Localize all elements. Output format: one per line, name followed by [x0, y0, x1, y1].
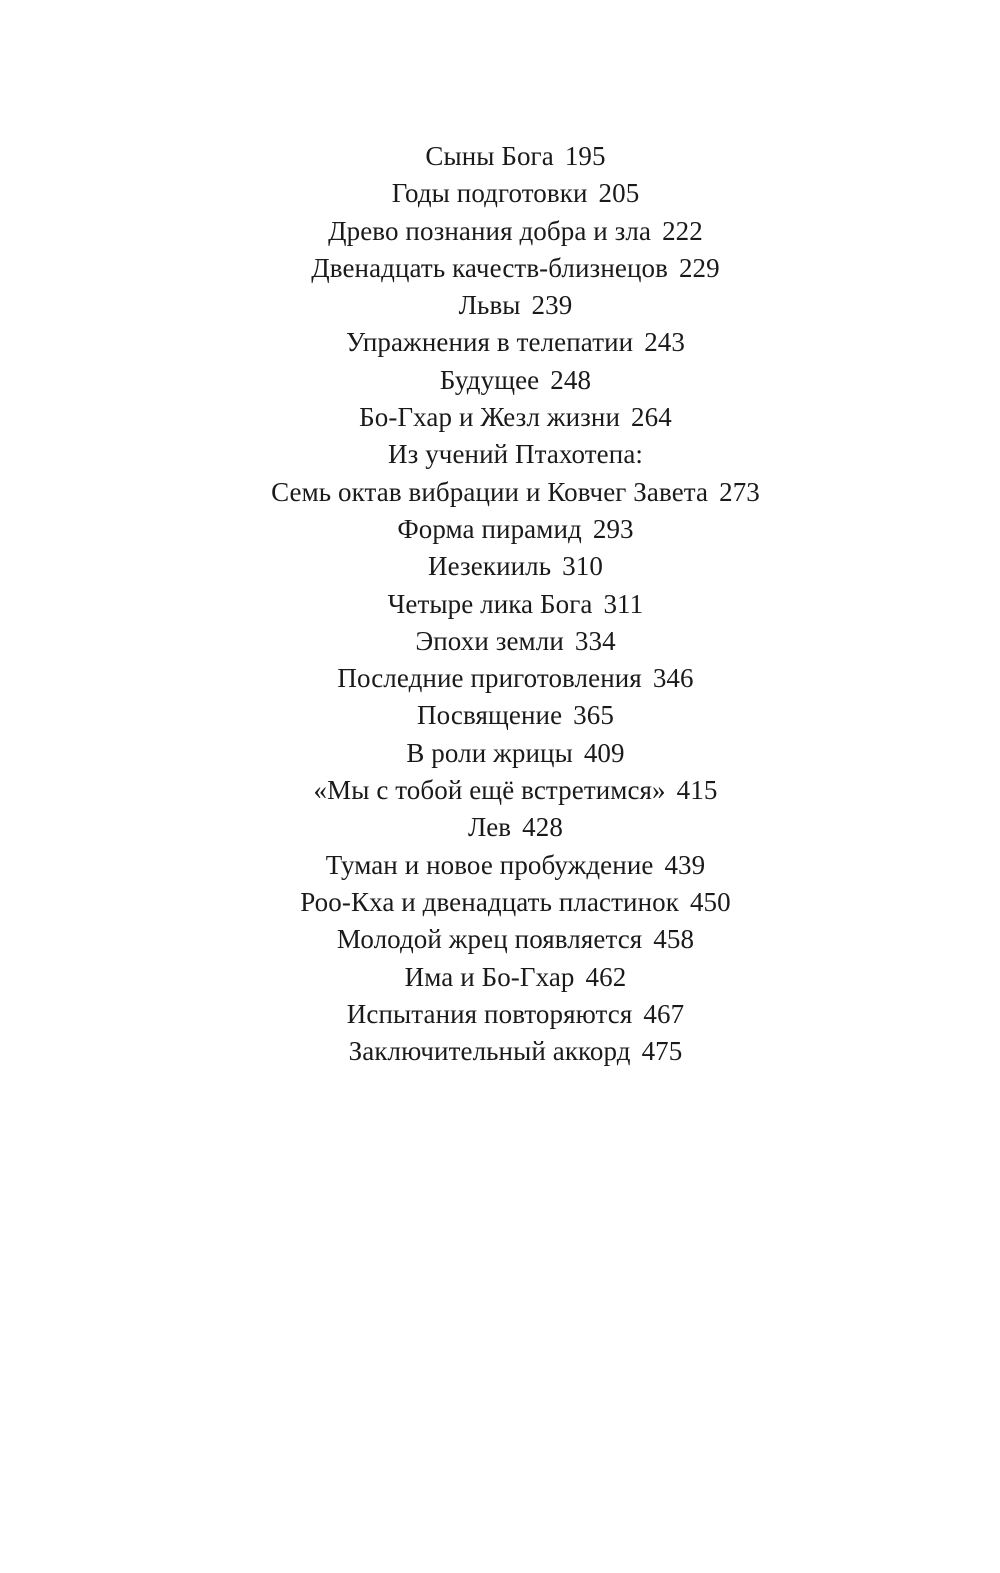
toc-entry-title: Двенадцать качеств-близнецов — [311, 252, 668, 283]
toc-entry-page-number: 195 — [564, 141, 606, 171]
toc-entry-page-number: 243 — [644, 327, 685, 358]
toc-entry-page-number: 346 — [652, 663, 694, 694]
toc-entry-title: «Мы с тобой ещё встретимся» — [313, 775, 666, 806]
toc-entry-page-number: 428 — [522, 812, 563, 843]
toc-entry-title: Заключительный аккорд — [348, 1036, 631, 1067]
toc-entry-title: Будущее — [439, 364, 540, 395]
toc-entry — [0, 623, 1000, 660]
toc-entry-title: Туман и новое пробуждение — [325, 849, 654, 880]
toc-entry-title: Сыны Бога — [425, 141, 554, 171]
toc-entry-title: Четыре лика Бога — [387, 588, 593, 619]
toc-entry — [0, 436, 1000, 473]
toc-entry-page-number: 239 — [531, 290, 573, 321]
toc-entry-title: Последние приготовления — [337, 663, 642, 694]
toc-entry-title: Годы подготовки — [391, 178, 588, 209]
toc-entry — [0, 697, 1000, 734]
toc-entry-title: В роли жрицы — [406, 737, 573, 768]
toc-entry-title: Из учений Птахотепа: — [387, 439, 644, 470]
toc-entry — [0, 996, 1000, 1033]
toc-entry-page-number: 439 — [664, 849, 706, 880]
toc-entry — [0, 586, 1000, 623]
toc-entry-title: Роо-Кха и двенадцать пластинок — [300, 886, 679, 917]
toc-entry — [0, 324, 1000, 361]
toc-entry-title: Посвящение — [417, 700, 563, 731]
toc-entry-title: Молодой жрец появляется — [336, 924, 643, 955]
toc-entry — [0, 809, 1000, 846]
toc-entry — [0, 511, 1000, 548]
toc-entry — [0, 660, 1000, 697]
toc-entry-title: Иезекииль — [428, 551, 552, 582]
toc-entry-title: Има и Бо-Гхар — [404, 961, 575, 992]
toc-entry — [0, 548, 1000, 585]
toc-entry-page-number: 334 — [574, 625, 616, 656]
toc-entry-title: Форма пирамид — [397, 513, 582, 544]
toc-entry — [0, 287, 1000, 324]
toc-entry — [0, 175, 1000, 212]
toc-entry — [0, 213, 1000, 250]
toc-entry — [0, 362, 1000, 399]
toc-entry-page-number: 229 — [678, 252, 720, 283]
table-of-contents — [0, 138, 1000, 1070]
toc-entry-title: Эпохи земли — [415, 625, 564, 656]
toc-entry-page-number: 450 — [689, 886, 731, 917]
toc-entry-page-number: 310 — [562, 551, 603, 582]
toc-entry-page-number: 458 — [653, 924, 695, 955]
toc-entry — [0, 138, 1000, 175]
toc-entry-title: Испытания повторяются — [346, 998, 633, 1029]
toc-entry-page-number: 415 — [676, 775, 718, 806]
toc-entry-page-number: 462 — [585, 961, 627, 992]
toc-entry-page-number: 293 — [592, 513, 634, 544]
toc-entry — [0, 921, 1000, 958]
toc-entry-page-number: 222 — [662, 215, 703, 246]
toc-entry-page-number: 311 — [603, 588, 644, 619]
toc-entry-title: Лев — [468, 812, 512, 843]
toc-entry — [0, 735, 1000, 772]
toc-entry — [0, 847, 1000, 884]
toc-entry — [0, 772, 1000, 809]
toc-entry — [0, 884, 1000, 921]
toc-entry-page-number: 475 — [641, 1036, 683, 1067]
toc-entry — [0, 399, 1000, 436]
toc-entry-page-number: 205 — [598, 178, 640, 209]
toc-entry — [0, 959, 1000, 996]
toc-entry-title: Львы — [458, 290, 521, 321]
toc-entry-page-number: 467 — [643, 998, 685, 1029]
toc-entry-page-number: 365 — [573, 700, 614, 731]
toc-entry-page-number: 409 — [583, 737, 625, 768]
toc-entry-title: Древо познания добра и зла — [328, 215, 652, 246]
toc-entry-page-number: 248 — [550, 364, 592, 395]
toc-entry — [0, 1033, 1000, 1070]
toc-entry-page-number: 264 — [631, 402, 672, 433]
toc-entry — [0, 474, 1000, 511]
toc-entry-page-number: 273 — [719, 476, 760, 507]
toc-entry-title: Бо-Гхар и Жезл жизни — [359, 402, 621, 433]
toc-entry-title: Семь октав вибрации и Ковчег Завета — [271, 476, 709, 507]
toc-entry — [0, 250, 1000, 287]
toc-entry-title: Упражнения в телепатии — [345, 327, 634, 358]
